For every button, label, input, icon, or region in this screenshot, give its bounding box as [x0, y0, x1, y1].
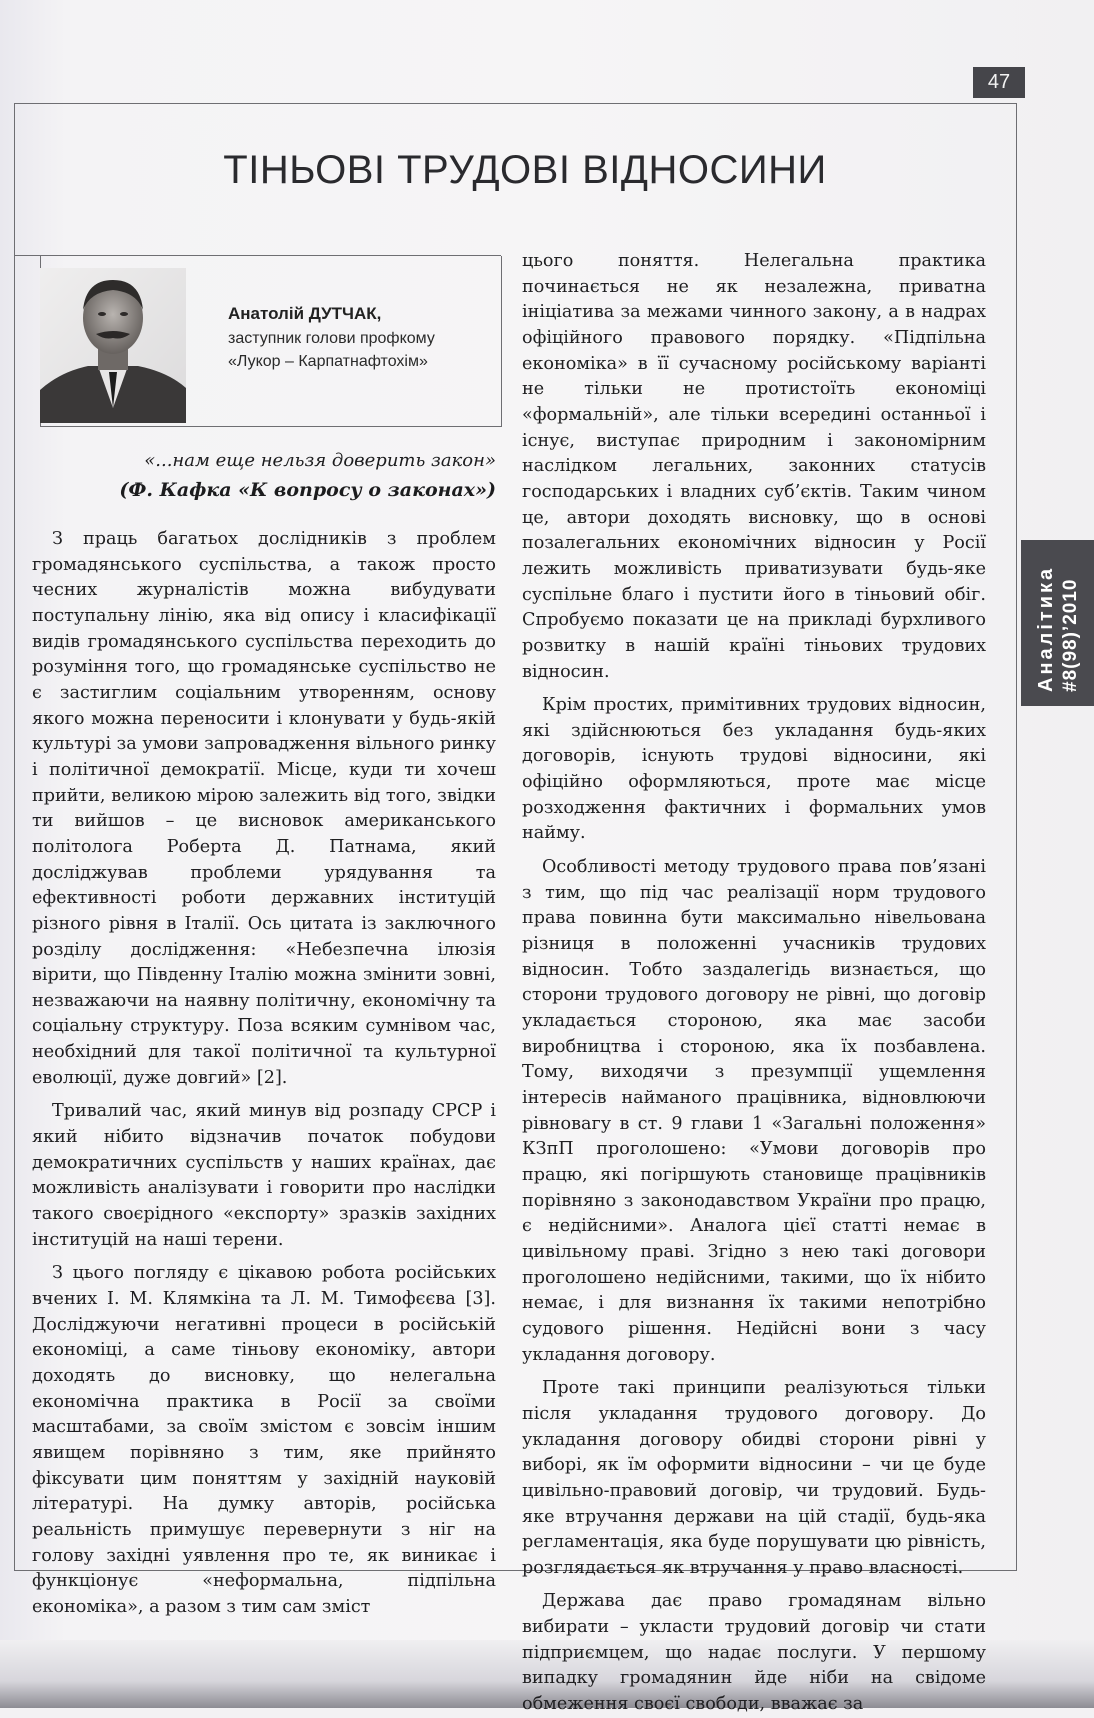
- epigraph-source: (Ф. Кафка «К вопросу о законах»): [119, 479, 496, 501]
- section-name: Аналітика: [1034, 565, 1057, 692]
- paragraph: Крім простих, примітивних трудових відносин, які здійснюються без укладання будь-яких договорів, існують трудові відносини, які офіційно оформляються, проте має місце розходження фактичних і формальних умов найму.: [522, 695, 986, 844]
- epigraph-quote: «...нам еще нельзя доверить закон»: [144, 450, 496, 471]
- paragraph: цього поняття. Нелегальна практика починається не як незалежна, приватна ініціатива за межами чинного закону, а в надрах офіційного правового порядку. «Підпільна економіка» в її сучасному російському варіанті не тільки не протистоїть економіці «формальній», але тільки всередині останньої і існує, виступає природним і закономірним наслідком легальних, законних статусів господарських і владних суб’єктів. Таким чином це, автори доходять висновку, що в основі позалегальних економічних відносин у Росії лежить можливість приватизувати будь-яке суспільне благо і пустити його в тіньовий обіг. Спробуємо показати це на прикладі бурхливого розвитку в нашій країні тіньових трудових відносин.: [522, 251, 986, 682]
- article-title: ТІНЬОВІ ТРУДОВІ ВІДНОСИНИ: [223, 148, 827, 192]
- epigraph: [40, 447, 496, 505]
- left-column: [32, 527, 496, 1621]
- paragraph: Тривалий час, який минув від розпаду СРСР і який нібито відзначив початок побудови демократичних суспільств у наших країнах, дає можливість аналізувати і говорити про наслідки такого своєрідного «експорту» зразків західних інституцій на наші терени.: [32, 1101, 496, 1250]
- paragraph: Проте такі принципи реалізуються тільки після укладання трудового договору. До укладання договору обидві сторони рівні у виборі, як їм оформити відносини – чи це буде цивільно-правовий договір, чи трудовий. Будь-яке втручання держави на цій стадії, будь-яка регламентація, яка буде порушувати цю рівність, розглядається як втручання у право власності.: [522, 1378, 986, 1578]
- paragraph: З праць багатьох дослідників з проблем громадянського суспільства, а також просто чесних журналістів можна вибудувати поступальну лінію, яка від опису і класифікації видів громадянського суспільства переходить до розуміння того, що громадянське суспільство не є застиглим соціальним утворенням, основу якого можна переносити і клонувати у будь-якій культурі за умови запровадження вільного ринку і політичної демократії. Місце, куди ти хочеш прийти, великою мірою залежить від того, звідки ти вийшов – це висновок американського політолога Роберта Д. Патнама, який досліджував проблеми урядування та ефективності роботи державних інституцій різного рівня в Італії. Ось цитата із заключного розділу дослідження: «Небезпечна ілюзія вірити, що Південну Італію можна змінити зовні, незважаючи на наявну політичну, економічну та соціальну структуру. Поза всяким сумнівом час, необхідний для такої політичної та культурної еволюції, дуже довгий» [2].: [32, 529, 496, 1088]
- author-portrait-image: [40, 268, 186, 423]
- page-number: 47: [973, 67, 1025, 98]
- paragraph: З цього погляду є цікавою робота російських вчених І. М. Клямкіна та Л. М. Тимофєєва [3]. Досліджуючи негативні процеси в російській економіці, а саме тіньову економіку, автори доходять до висновку, що нелегальна економічна практика в Росії за своїми масштабами, за своїм змістом є зовсім іншим явищем порівняно з тим, яке прийнято фіксувати цим поняттям у західній науковій літературі. На думку авторів, російська реальність примушує перевернути з ніг на голову західні уявлення про те, як виникає і функціонує «неформальна, підпільна економіка», а разом з тим сам зміст: [32, 1263, 496, 1617]
- side-tab-label: [1021, 540, 1094, 706]
- paragraph: Особливості методу трудового права пов’язані з тим, що під час реалізації норм трудового права повинна бути максимально нівельована різниця в положенні учасників трудових відносин. Тобто заздалегідь визнається, що сторони трудового договору не рівні, що договір укладається стороною, яка має засоби виробництва і стороною, яка їх позбавлена. Тому, виходячи з презумпції ущемлення інтересів найманого працівника, відновлюючи рівновагу в ст. 9 глави 1 «Загальні положення» КЗпП проголошено: «Умови договорів про працю, які погіршують становище працівників порівняно з законодавством України про працю, є недійсними». Аналога цієї статті немає в цивільному праві. Згідно з нею такі договори проголошено недійсними, такими, що їх нібито немає, і для визнання їх такими непотрібно судового рішення. Недійсні вони з часу укладання договору.: [522, 857, 986, 1365]
- author-role: заступник голови профкому: [228, 330, 435, 347]
- issue-number: #8(98)’2010: [1059, 578, 1081, 692]
- author-organization: «Лукор – Карпатнафтохім»: [228, 353, 428, 370]
- author-name: Анатолій ДУТЧАК,: [228, 304, 382, 323]
- right-column: [522, 249, 986, 1718]
- author-photo: [40, 268, 186, 423]
- section-side-tab: [1021, 540, 1094, 706]
- paragraph: Держава дає право громадянам вільно вибирати – укласти трудовий договір чи стати підприємцем, що надає послуги. У першому випадку громадянин йде ніби на свідоме обмеження своєї свободи, вважає за: [522, 1591, 986, 1715]
